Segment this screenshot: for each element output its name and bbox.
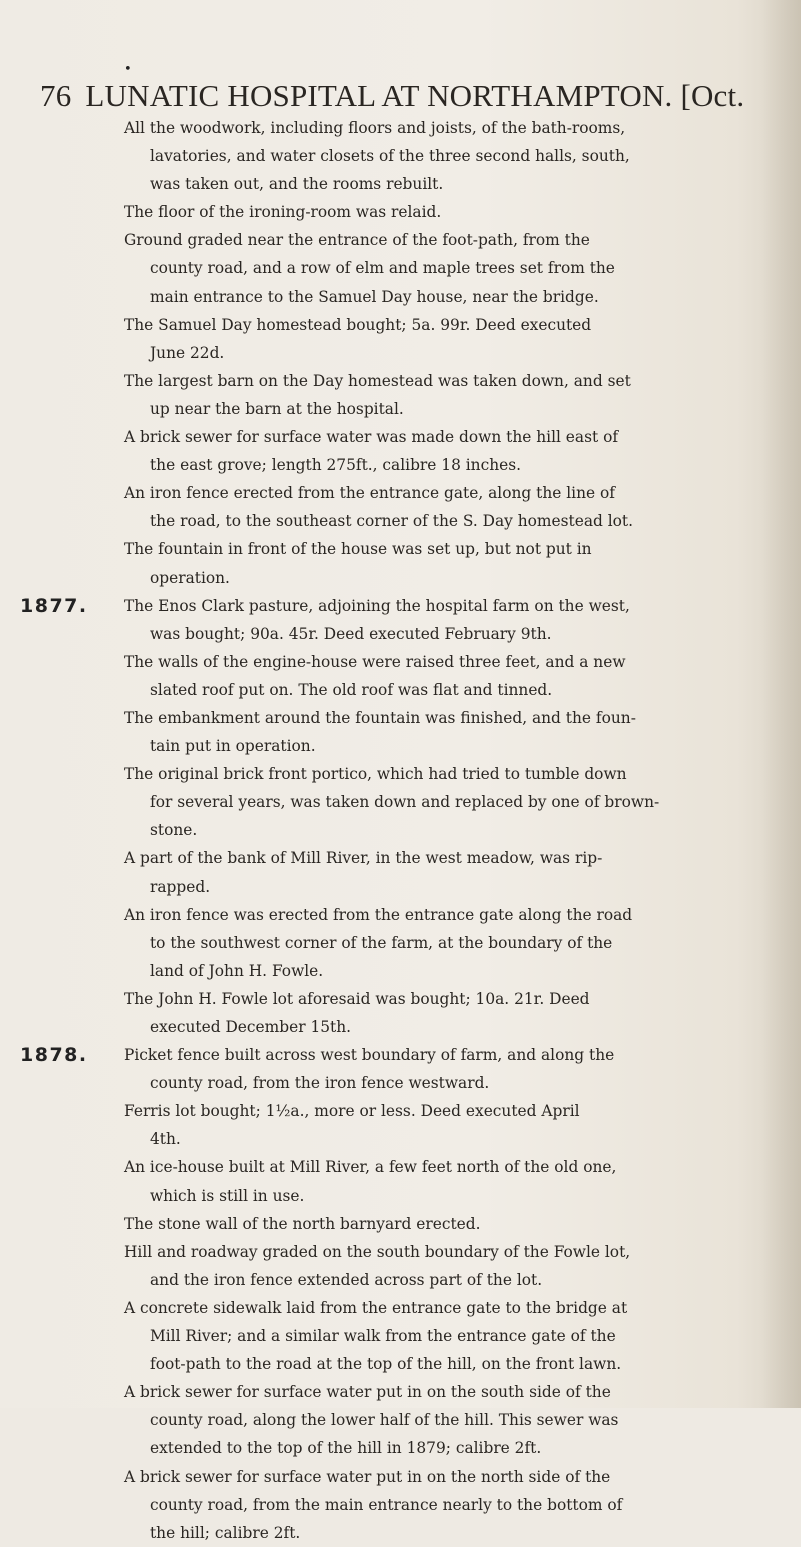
entry-line: A brick sewer for surface water put in on the south side of the xyxy=(124,1383,611,1402)
entry-line: The fountain in front of the house was set up, but not put in xyxy=(124,540,592,559)
entry-line: was bought; 90a. 45r. Deed executed February 9th. xyxy=(150,624,552,643)
entry-line: extended to the top of the hill in 1879; calibre 2ft. xyxy=(150,1439,542,1458)
page-number: 76 xyxy=(40,78,72,113)
entry-line: All the woodwork, including floors and joists, of the bath-rooms, xyxy=(124,119,626,137)
entry-line: main entrance to the Samuel Day house, near the bridge. xyxy=(150,287,599,306)
entry-line: A brick sewer for surface water was made down the hill east of xyxy=(124,428,619,447)
entry-line: rapped. xyxy=(150,877,211,896)
entry-line: county road, and a row of elm and maple trees set from the xyxy=(150,259,615,278)
entry-line: An iron fence erected from the entrance gate, along the line of xyxy=(124,484,615,503)
chronology-entry xyxy=(124,1210,774,1238)
chronology-entry xyxy=(124,1153,774,1209)
chronology-entry xyxy=(124,844,774,900)
entry-line: A part of the bank of Mill River, in the west meadow, was rip- xyxy=(124,849,603,868)
entry-line: up near the barn at the hospital. xyxy=(150,399,404,418)
entry-line: The Enos Clark pasture, adjoining the hospital farm on the west, xyxy=(124,596,630,615)
entry-line: The original brick front portico, which had tried to tumble down xyxy=(124,765,627,784)
chronology-entry xyxy=(124,648,774,704)
chronology-entry xyxy=(124,198,774,226)
chronology-entry xyxy=(124,901,774,985)
chronology-entry xyxy=(124,1463,774,1547)
chronology-entry xyxy=(124,311,774,367)
entry-line: An iron fence was erected from the entrance gate along the road xyxy=(124,905,633,924)
entry-line: was taken out, and the rooms rebuilt. xyxy=(150,175,444,194)
chronology-entry xyxy=(124,367,774,423)
entry-line: The John H. Fowle lot aforesaid was bought; 10a. 21r. Deed xyxy=(124,989,590,1008)
entry-line: The walls of the engine-house were raised three feet, and a new xyxy=(124,652,626,671)
entry-line: for several years, was taken down and replaced by one of brown- xyxy=(150,793,660,812)
entry-line: operation. xyxy=(150,568,230,587)
entry-line: foot-path to the road at the top of the hill, on the front lawn. xyxy=(150,1355,622,1374)
entry-line: lavatories, and water closets of the three second halls, south, xyxy=(150,147,630,166)
chronology-entry xyxy=(124,479,774,535)
entry-line: Mill River; and a similar walk from the entrance gate of the xyxy=(150,1327,616,1346)
chronology-entry xyxy=(124,1238,774,1294)
entry-line: county road, from the main entrance nearly to the bottom of xyxy=(150,1495,623,1514)
entry-line: executed December 15th. xyxy=(150,1018,352,1036)
entry-line: Ground graded near the entrance of the foot-path, from the xyxy=(124,231,590,250)
entry-line: the east grove; length 275ft., calibre 18 inches. xyxy=(150,456,522,475)
entry-line: Picket fence built across west boundary of farm, and along the xyxy=(124,1046,615,1065)
entry-line: the hill; calibre 2ft. xyxy=(150,1523,301,1542)
entry-line: stone. xyxy=(150,821,198,840)
chronology-entry xyxy=(124,226,774,310)
year-marker: 1877. xyxy=(20,594,88,617)
entry-line: An ice-house built at Mill River, a few feet north of the old one, xyxy=(124,1158,617,1177)
header-mark: • xyxy=(124,62,132,77)
entry-line: and the iron fence extended across part of the lot. xyxy=(150,1270,543,1289)
chronology-entry xyxy=(124,423,774,479)
running-title: LUNATIC HOSPITAL AT NORTHAMPTON. xyxy=(85,78,673,113)
chronology-entry xyxy=(124,1378,774,1462)
entry-line: county road, along the lower half of the hill. This sewer was xyxy=(150,1411,619,1430)
running-header xyxy=(40,76,780,116)
chronology-entry xyxy=(124,114,774,198)
entry-line: to the southwest corner of the farm, at the boundary of the xyxy=(150,933,613,952)
entry-line: which is still in use. xyxy=(150,1186,305,1205)
chronology-entry xyxy=(124,1097,774,1153)
entry-line: The stone wall of the north barnyard erected. xyxy=(124,1214,481,1233)
entry-line: June 22d. xyxy=(150,343,225,362)
chronology-entry xyxy=(124,535,774,591)
chronology-entry xyxy=(124,985,774,1041)
entry-line: A brick sewer for surface water put in on the north side of the xyxy=(124,1467,611,1486)
chronology-entry xyxy=(20,1041,774,1097)
chronology-body xyxy=(20,114,774,1547)
chronology-entry xyxy=(124,704,774,760)
year-marker: 1878. xyxy=(20,1044,88,1067)
entry-line: The Samuel Day homestead bought; 5a. 99r. Deed executed xyxy=(124,315,592,334)
entry-line: The largest barn on the Day homestead was taken down, and set xyxy=(124,371,631,390)
chronology-entry xyxy=(124,1294,774,1378)
entry-line: Hill and roadway graded on the south boundary of the Fowle lot, xyxy=(124,1242,631,1261)
chronology-entry xyxy=(20,592,774,648)
entry-line: The embankment around the fountain was finished, and the foun- xyxy=(124,708,636,727)
entry-line: tain put in operation. xyxy=(150,737,316,756)
entry-line: slated roof put on. The old roof was flat and tinned. xyxy=(150,680,553,699)
entry-line: A concrete sidewalk laid from the entrance gate to the bridge at xyxy=(124,1298,628,1317)
entry-line: county road, from the iron fence westward. xyxy=(150,1074,490,1093)
entry-line: 4th. xyxy=(150,1130,181,1149)
entry-line: Ferris lot bought; 1½a., more or less. Deed executed April xyxy=(124,1102,580,1121)
entry-line: land of John H. Fowle. xyxy=(150,961,324,980)
chronology-entry xyxy=(124,760,774,844)
header-month: [Oct. xyxy=(680,78,745,113)
entry-line: the road, to the southeast corner of the S. Day homestead lot. xyxy=(150,512,634,531)
entry-line: The floor of the ironing-room was relaid. xyxy=(124,203,442,222)
